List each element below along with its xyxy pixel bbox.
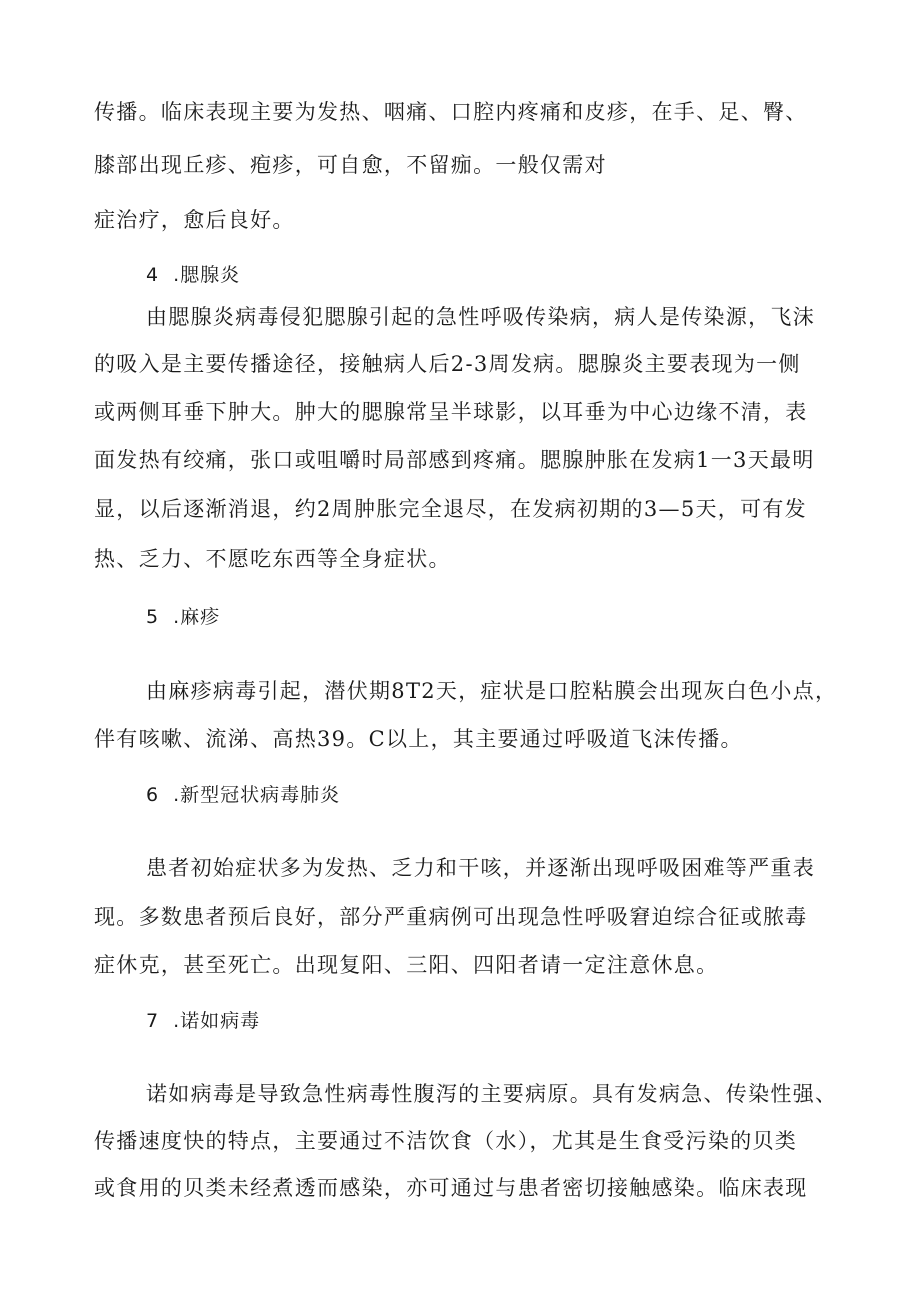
section-heading-4 [146, 260, 240, 290]
paragraph-line: 诺如病毒是导致急性病毒性腹泻的主要病原。具有发病急、传染性强、 [146, 1082, 838, 1106]
section-title: .麻疹 [173, 606, 221, 628]
section-number: 5 [146, 606, 160, 628]
section-title: .腮腺炎 [173, 264, 241, 286]
paragraph-line: 现。多数患者预后良好，部分严重病例可出现急性呼吸窘迫综合征或脓毒 [94, 905, 808, 929]
paragraph-line: 热、乏力、不愿吃东西等全身症状。 [94, 547, 451, 571]
paragraph-line: 由麻疹病毒引起，潜伏期8T2天，症状是口腔粘膜会出现灰白色小点， [146, 679, 838, 703]
paragraph-line: 传播。临床表现主要为发热、咽痛、口腔内疼痛和皮疹，在手、足、臀、 [94, 100, 808, 124]
paragraph-line: 或两侧耳垂下肿大。肿大的腮腺常呈半球影，以耳垂为中心边缘不清，表 [94, 400, 808, 424]
paragraph-line: 显，以后逐渐消退，约2周肿胀完全退尽，在发病初期的3—5天，可有发 [94, 497, 807, 521]
paragraph-line: 面发热有绞痛，张口或咀嚼时局部感到疼痛。腮腺肿胀在发病1一3天最明 [94, 448, 815, 472]
paragraph-line: 伴有咳嗽、流涕、高热39。C以上，其主要通过呼吸道飞沫传播。 [94, 727, 743, 751]
paragraph-line: 膝部出现丘疹、疱疹，可自愈，不留痂。一般仅需对 [94, 153, 607, 177]
paragraph-line: 症治疗，愈后良好。 [94, 208, 295, 232]
section-heading-6 [146, 780, 340, 810]
section-number: 4 [146, 264, 160, 286]
section-title: .新型冠状病毒肺炎 [173, 784, 341, 806]
paragraph-line: 由腮腺炎病毒侵犯腮腺引起的急性呼吸传染病，病人是传染源，飞沫 [146, 305, 815, 329]
section-number: 6 [146, 784, 160, 806]
paragraph-line: 传播速度快的特点，主要通过不洁饮食（水），尤其是生食受污染的贝类 [94, 1129, 798, 1153]
paragraph-line: 症休克，甚至死亡。出现复阳、三阳、四阳者请一定注意休息。 [94, 953, 719, 977]
section-number: 7 [146, 1010, 160, 1032]
paragraph-line: 或食用的贝类未经煮透而感染，亦可通过与患者密切接触感染。临床表现 [94, 1176, 808, 1200]
section-title: .诺如病毒 [173, 1010, 261, 1032]
paragraph-line: 患者初始症状多为发热、乏力和干咳，并逐渐出现呼吸困难等严重表 [146, 856, 815, 880]
section-heading-7 [146, 1006, 260, 1036]
section-heading-5 [146, 602, 220, 632]
paragraph-line: 的吸入是主要传播途径，接触病人后2-3周发病。腮腺炎主要表现为一侧 [94, 352, 801, 376]
